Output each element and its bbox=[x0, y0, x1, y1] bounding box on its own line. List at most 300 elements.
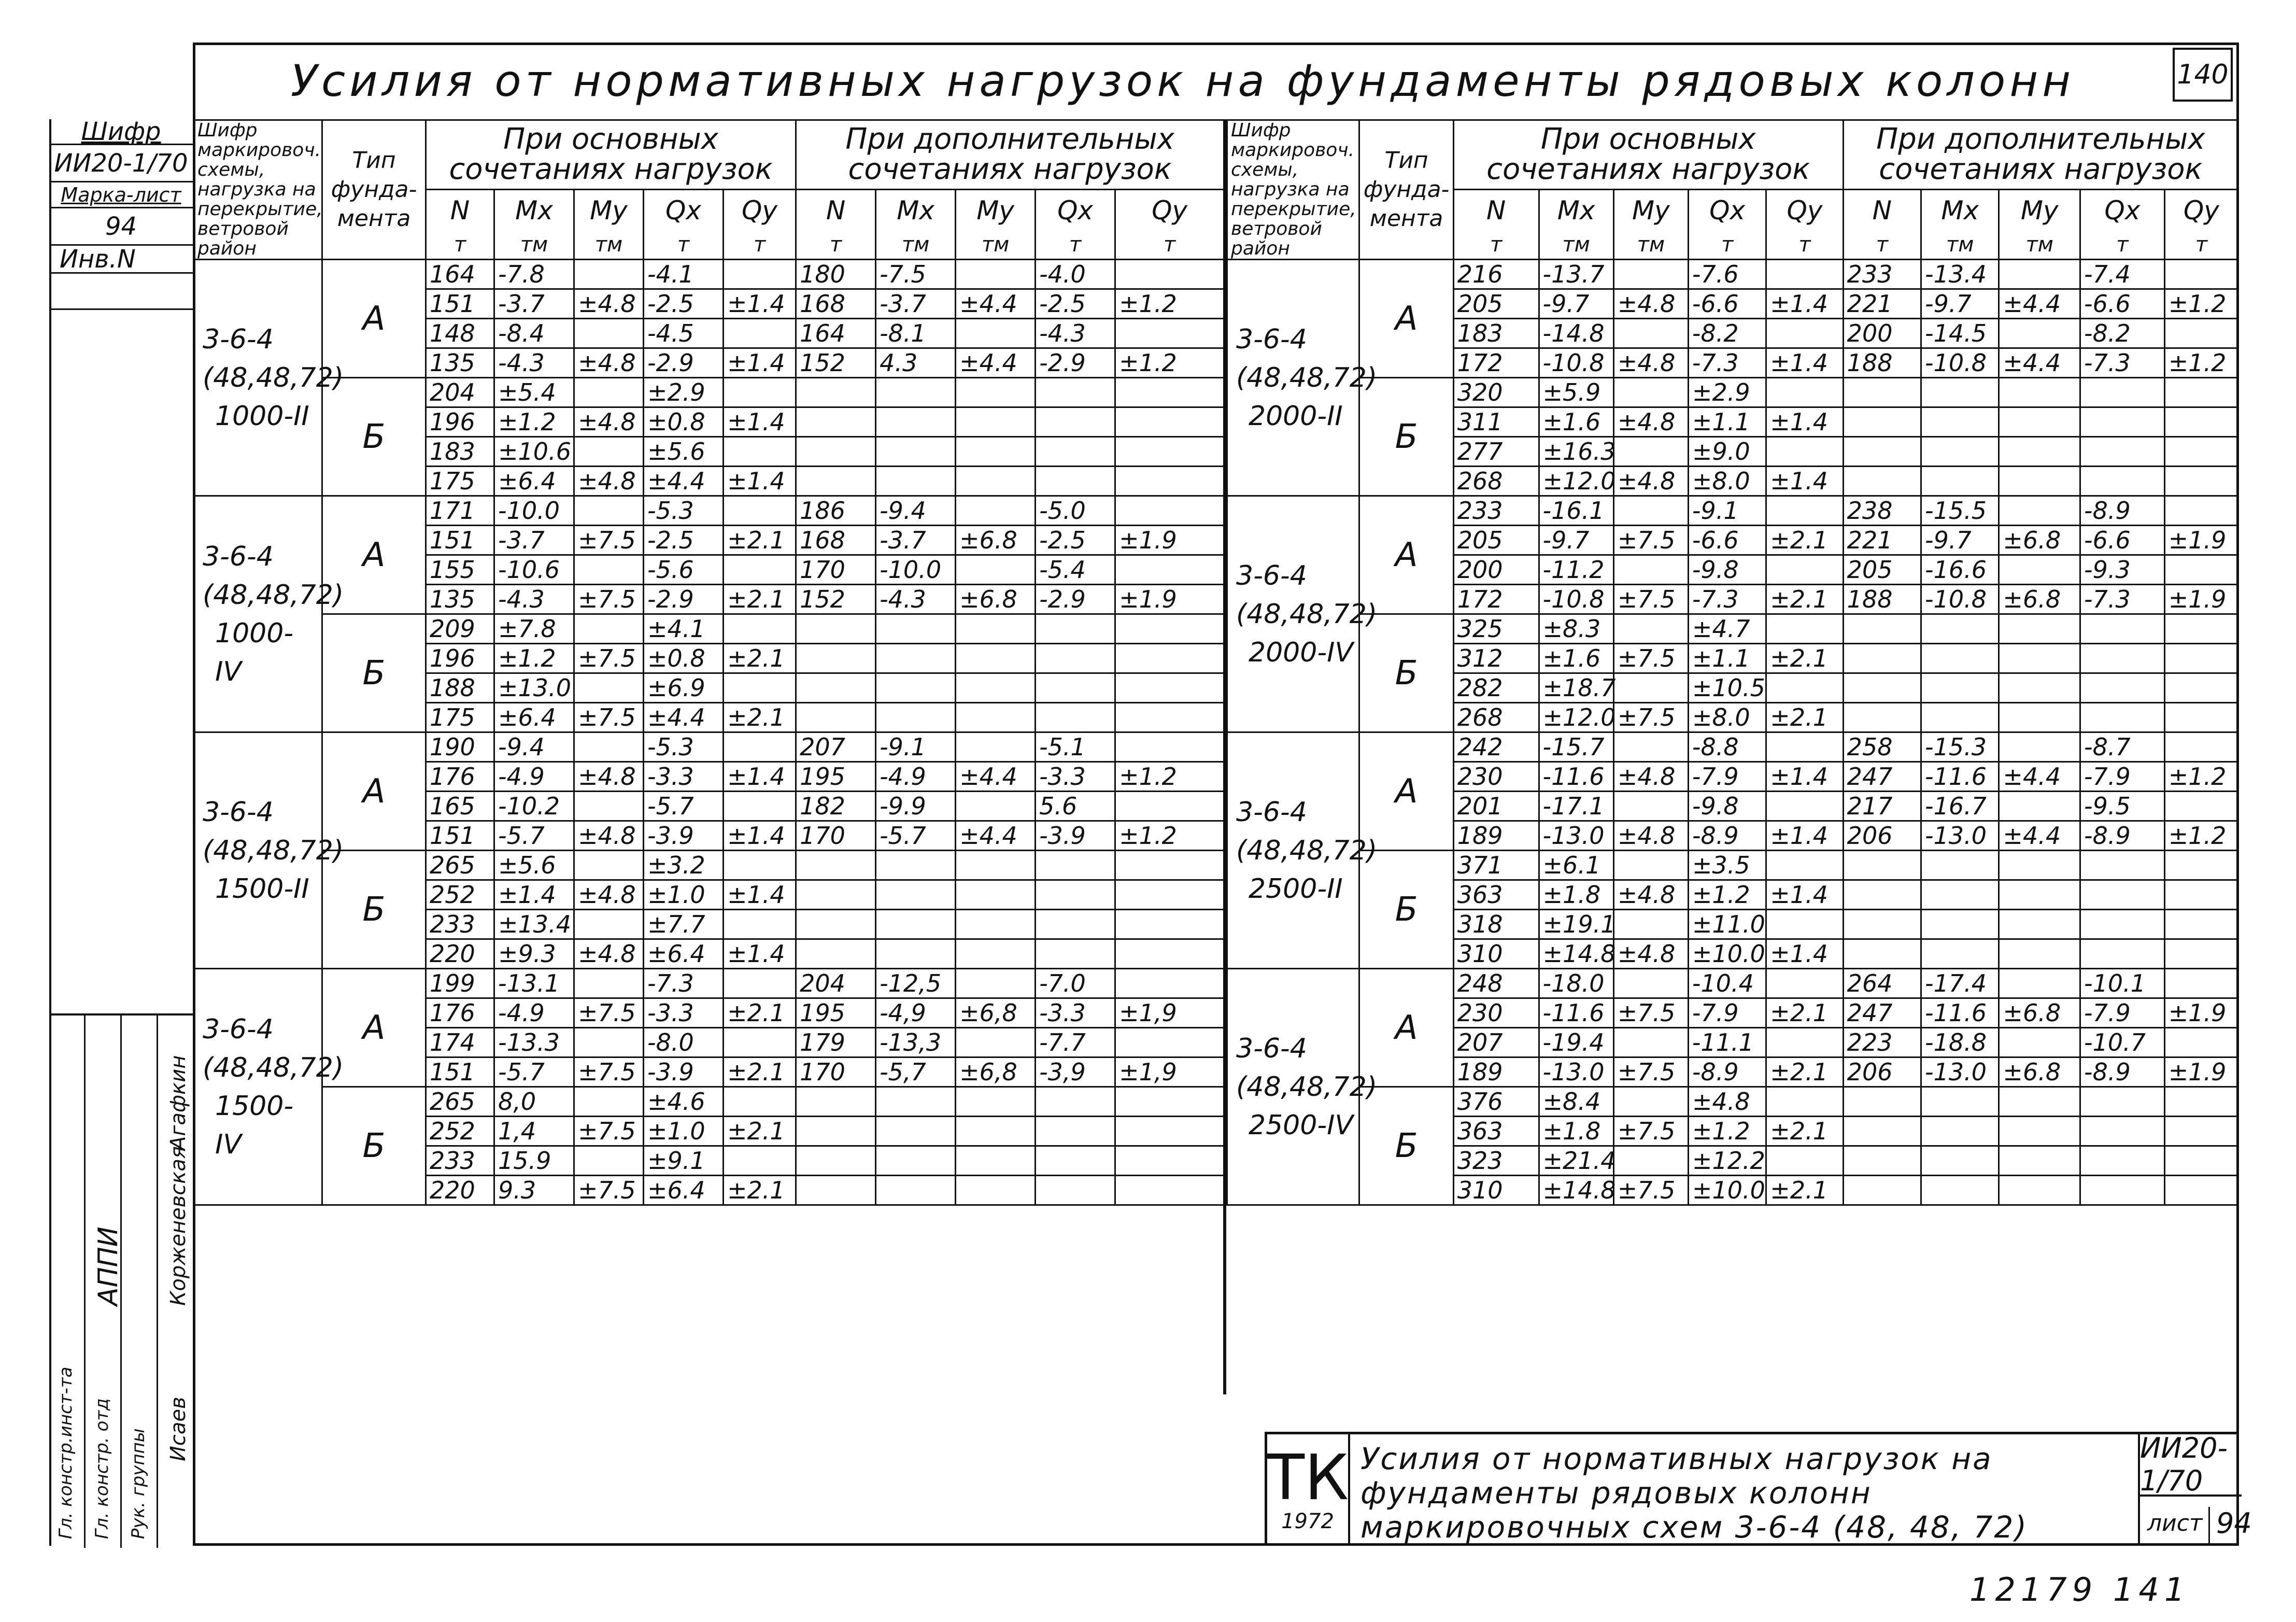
value-cell bbox=[1999, 969, 2080, 998]
value-cell bbox=[724, 437, 796, 467]
value-cell: ±2.9 bbox=[1688, 378, 1766, 407]
value-cell bbox=[2164, 496, 2238, 526]
value-cell bbox=[1766, 378, 1843, 407]
value-cell bbox=[1999, 1146, 2080, 1176]
value-cell: ±6.4 bbox=[644, 1176, 724, 1205]
value-cell: 268 bbox=[1453, 467, 1539, 496]
value-cell: ±4.8 bbox=[574, 821, 644, 851]
value-cell bbox=[1999, 319, 2080, 348]
value-cell bbox=[1115, 1176, 1224, 1205]
value-cell: 151 bbox=[426, 526, 494, 555]
value-cell: 311 bbox=[1453, 407, 1539, 437]
value-cell: -2.9 bbox=[1036, 585, 1115, 614]
value-cell bbox=[2164, 880, 2238, 910]
header-col-n: N bbox=[1453, 189, 1539, 230]
sign-org: АППИ bbox=[93, 1226, 124, 1306]
value-cell: ±4.4 bbox=[644, 467, 724, 496]
value-cell bbox=[574, 673, 644, 703]
value-cell: ±2.1 bbox=[1766, 1117, 1843, 1146]
value-cell bbox=[574, 1028, 644, 1057]
value-cell: 205 bbox=[1453, 526, 1539, 555]
value-cell bbox=[1921, 910, 1999, 939]
value-cell: -5.7 bbox=[644, 792, 724, 821]
value-cell bbox=[956, 969, 1036, 998]
header-unit: т bbox=[1115, 230, 1224, 259]
value-cell bbox=[2080, 910, 2164, 939]
table-row bbox=[194, 260, 1224, 289]
value-cell bbox=[1921, 614, 1999, 644]
value-cell: -11.1 bbox=[1688, 1028, 1766, 1057]
value-cell: -10.8 bbox=[1921, 585, 1999, 614]
value-cell: -8.9 bbox=[1688, 821, 1766, 851]
scheme-line: 1000-II bbox=[215, 400, 309, 432]
foundation-type: Б bbox=[322, 614, 426, 732]
value-cell: ±1.2 bbox=[1115, 821, 1224, 851]
header-col-n: N bbox=[1843, 189, 1921, 230]
scheme-cell bbox=[194, 260, 344, 496]
value-cell: -6.6 bbox=[1688, 289, 1766, 319]
value-cell: 182 bbox=[796, 792, 876, 821]
value-cell bbox=[2080, 1176, 2164, 1205]
value-cell bbox=[1999, 1176, 2080, 1205]
scheme-line: (48,48,72) bbox=[1236, 598, 1378, 630]
value-cell bbox=[574, 378, 644, 407]
value-cell: -4.0 bbox=[1036, 260, 1115, 289]
value-cell: 371 bbox=[1453, 851, 1539, 880]
foundation-type: А bbox=[1359, 260, 1453, 378]
value-cell: 200 bbox=[1843, 319, 1921, 348]
value-cell: ±7.5 bbox=[1613, 998, 1688, 1028]
value-cell bbox=[1999, 851, 2080, 880]
value-cell bbox=[1999, 880, 2080, 910]
scheme-line: (48,48,72) bbox=[203, 362, 344, 393]
value-cell bbox=[956, 1028, 1036, 1057]
value-cell: 325 bbox=[1453, 614, 1539, 644]
value-cell bbox=[2164, 555, 2238, 585]
value-cell: ±6.1 bbox=[1539, 851, 1613, 880]
value-cell: -3.7 bbox=[876, 526, 956, 555]
value-cell bbox=[1115, 496, 1224, 526]
header-col-my: My bbox=[1999, 189, 2080, 230]
value-cell: -7.6 bbox=[1688, 260, 1766, 289]
table-row bbox=[194, 614, 1224, 644]
value-cell: 196 bbox=[426, 407, 494, 437]
value-cell: ±7.5 bbox=[1613, 1176, 1688, 1205]
header-col-qy: Qy bbox=[724, 189, 796, 230]
header-col-mx: Mx bbox=[876, 189, 956, 230]
value-cell: 189 bbox=[1453, 1057, 1539, 1087]
value-cell bbox=[1613, 792, 1688, 821]
value-cell bbox=[1766, 555, 1843, 585]
value-cell: 230 bbox=[1453, 998, 1539, 1028]
value-cell: 242 bbox=[1453, 732, 1539, 762]
value-cell: 217 bbox=[1843, 792, 1921, 821]
value-cell bbox=[2080, 437, 2164, 467]
scheme-cell bbox=[1227, 260, 1378, 496]
value-cell bbox=[876, 939, 956, 969]
title-block-description: Усилия от нормативных нагрузок на фундаменты рядовых колонн маркировочных схем 3-6-4 (48, 48, 72) bbox=[1360, 1441, 2029, 1545]
value-cell bbox=[1115, 644, 1224, 673]
scheme-line: 3-6-4 bbox=[1236, 323, 1307, 355]
value-cell bbox=[1036, 939, 1115, 969]
value-cell: -9.5 bbox=[2080, 792, 2164, 821]
value-cell bbox=[796, 703, 876, 732]
value-cell: -11.6 bbox=[1539, 998, 1613, 1028]
value-cell: 152 bbox=[796, 348, 876, 378]
value-cell bbox=[1115, 378, 1224, 407]
value-cell bbox=[1115, 260, 1224, 289]
value-cell: -2.5 bbox=[1036, 289, 1115, 319]
value-cell: -8.9 bbox=[2080, 821, 2164, 851]
value-cell: 277 bbox=[1453, 437, 1539, 467]
value-cell: ±2.1 bbox=[1766, 998, 1843, 1028]
value-cell: -10.1 bbox=[2080, 969, 2164, 998]
marka-label: Марка-лист bbox=[49, 182, 193, 208]
table-row bbox=[1227, 851, 2238, 880]
value-cell: ±0.8 bbox=[644, 644, 724, 673]
table-row bbox=[1227, 969, 2238, 998]
value-cell: 155 bbox=[426, 555, 494, 585]
value-cell: -8.9 bbox=[2080, 496, 2164, 526]
value-cell bbox=[574, 555, 644, 585]
header-unit: т bbox=[426, 230, 494, 259]
value-cell: 230 bbox=[1453, 762, 1539, 792]
value-cell bbox=[876, 1176, 956, 1205]
value-cell bbox=[956, 378, 1036, 407]
value-cell: -11.6 bbox=[1921, 998, 1999, 1028]
value-cell: ±4.8 bbox=[1613, 467, 1688, 496]
value-cell: ±2.1 bbox=[1766, 585, 1843, 614]
value-cell: -2.9 bbox=[1036, 348, 1115, 378]
value-cell: -8.1 bbox=[876, 319, 956, 348]
value-cell: -7.7 bbox=[1036, 1028, 1115, 1057]
value-cell: 151 bbox=[426, 289, 494, 319]
value-cell: 174 bbox=[426, 1028, 494, 1057]
value-cell bbox=[2080, 851, 2164, 880]
foundation-type: Б bbox=[322, 1087, 426, 1205]
value-cell bbox=[1766, 496, 1843, 526]
value-cell: 252 bbox=[426, 1117, 494, 1146]
title-block bbox=[1265, 1432, 2252, 1546]
value-cell bbox=[1999, 260, 2080, 289]
value-cell: 282 bbox=[1453, 673, 1539, 703]
value-cell: 363 bbox=[1453, 880, 1539, 910]
value-cell bbox=[956, 555, 1036, 585]
value-cell bbox=[1115, 939, 1224, 969]
value-cell: -13.1 bbox=[494, 969, 574, 998]
value-cell: 200 bbox=[1453, 555, 1539, 585]
value-cell: 172 bbox=[1453, 348, 1539, 378]
marka-value: 94 bbox=[49, 208, 193, 246]
value-cell bbox=[1999, 732, 2080, 762]
value-cell bbox=[724, 851, 796, 880]
value-cell: -9.8 bbox=[1688, 555, 1766, 585]
value-cell bbox=[1999, 1087, 2080, 1117]
value-cell bbox=[724, 1028, 796, 1057]
header-unit: т bbox=[796, 230, 876, 259]
value-cell: -3.3 bbox=[1036, 998, 1115, 1028]
value-cell: ±1.9 bbox=[2164, 585, 2238, 614]
header-unit: т bbox=[2164, 230, 2238, 259]
value-cell: 1,4 bbox=[494, 1117, 574, 1146]
value-cell bbox=[2080, 407, 2164, 437]
value-cell: -9.7 bbox=[1539, 526, 1613, 555]
value-cell: 196 bbox=[426, 644, 494, 673]
value-cell: ±4.8 bbox=[1613, 939, 1688, 969]
value-cell bbox=[574, 319, 644, 348]
value-cell: -2.9 bbox=[644, 348, 724, 378]
foundation-type: Б bbox=[1359, 851, 1453, 969]
value-cell bbox=[796, 378, 876, 407]
value-cell: ±1.9 bbox=[2164, 998, 2238, 1028]
inv-label: Инв.N bbox=[49, 246, 193, 274]
scheme-line: 2000-IV bbox=[1249, 637, 1354, 668]
value-cell: ±2.1 bbox=[724, 998, 796, 1028]
value-cell: -14.8 bbox=[1539, 319, 1613, 348]
value-cell bbox=[796, 644, 876, 673]
value-cell bbox=[1115, 792, 1224, 821]
value-cell: ±1.2 bbox=[2164, 289, 2238, 319]
value-cell bbox=[1999, 614, 2080, 644]
header-col-qy: Qy bbox=[1115, 189, 1224, 230]
value-cell bbox=[956, 467, 1036, 496]
scheme-line: 3-6-4 bbox=[1236, 560, 1307, 591]
sign-role-2: Гл. констр. отд bbox=[92, 1398, 112, 1539]
value-cell: -11.2 bbox=[1539, 555, 1613, 585]
value-cell: -9.7 bbox=[1921, 526, 1999, 555]
value-cell bbox=[724, 732, 796, 762]
value-cell bbox=[1613, 1087, 1688, 1117]
value-cell: ±1.4 bbox=[724, 289, 796, 319]
sign-name-3: Исаев bbox=[166, 1397, 190, 1461]
scheme-line: (48,48,72) bbox=[1236, 1071, 1378, 1103]
value-cell: 183 bbox=[1453, 319, 1539, 348]
value-cell: -7.9 bbox=[1688, 762, 1766, 792]
value-cell bbox=[796, 910, 876, 939]
value-cell bbox=[2164, 939, 2238, 969]
value-cell: ±2.1 bbox=[724, 585, 796, 614]
value-cell bbox=[1843, 939, 1921, 969]
value-cell: 8,0 bbox=[494, 1087, 574, 1117]
header-unit: т bbox=[1453, 230, 1539, 259]
value-cell: -2.9 bbox=[644, 585, 724, 614]
value-cell: 310 bbox=[1453, 939, 1539, 969]
value-cell: 152 bbox=[796, 585, 876, 614]
value-cell: -15.7 bbox=[1539, 732, 1613, 762]
value-cell: 265 bbox=[426, 1087, 494, 1117]
value-cell bbox=[1613, 260, 1688, 289]
value-cell: -7.4 bbox=[2080, 260, 2164, 289]
value-cell bbox=[1115, 851, 1224, 880]
value-cell bbox=[1613, 378, 1688, 407]
value-cell: -3.7 bbox=[494, 289, 574, 319]
value-cell bbox=[796, 880, 876, 910]
value-cell: 204 bbox=[426, 378, 494, 407]
value-cell: -4.9 bbox=[494, 762, 574, 792]
value-cell: -4.9 bbox=[494, 998, 574, 1028]
value-cell: -13.3 bbox=[494, 1028, 574, 1057]
value-cell: -3.9 bbox=[644, 821, 724, 851]
value-cell bbox=[2080, 1087, 2164, 1117]
value-cell bbox=[574, 792, 644, 821]
value-cell bbox=[1613, 673, 1688, 703]
value-cell: -5,7 bbox=[876, 1057, 956, 1087]
value-cell bbox=[724, 673, 796, 703]
value-cell: ±7.5 bbox=[1613, 703, 1688, 732]
value-cell: ±12.0 bbox=[1539, 703, 1613, 732]
foundation-type: А bbox=[322, 969, 426, 1087]
value-cell: -5.3 bbox=[644, 496, 724, 526]
tk-year: 1972 bbox=[1281, 1509, 1334, 1533]
value-cell: 207 bbox=[1453, 1028, 1539, 1057]
sign-role-3: Рук. группы bbox=[128, 1428, 149, 1539]
value-cell: -3.3 bbox=[644, 998, 724, 1028]
value-cell bbox=[1036, 880, 1115, 910]
value-cell bbox=[1921, 644, 1999, 673]
value-cell: -16.6 bbox=[1921, 555, 1999, 585]
value-cell: ±4.8 bbox=[574, 348, 644, 378]
value-cell bbox=[1115, 1087, 1224, 1117]
value-cell: 168 bbox=[796, 289, 876, 319]
value-cell bbox=[1843, 1176, 1921, 1205]
header-unit: т bbox=[1688, 230, 1766, 259]
value-cell: 183 bbox=[426, 437, 494, 467]
scheme-line: 3-6-4 bbox=[203, 1013, 274, 1045]
value-cell bbox=[1999, 467, 2080, 496]
value-cell bbox=[1921, 880, 1999, 910]
header-col-qy: Qy bbox=[1766, 189, 1843, 230]
value-cell: ±1.9 bbox=[2164, 1057, 2238, 1087]
value-cell bbox=[1843, 407, 1921, 437]
value-cell bbox=[1613, 969, 1688, 998]
foundation-type: Б bbox=[322, 378, 426, 496]
value-cell: ±8.4 bbox=[1539, 1087, 1613, 1117]
value-cell: ±1.2 bbox=[2164, 762, 2238, 792]
value-cell: ±10.6 bbox=[494, 437, 574, 467]
value-cell: ±9.1 bbox=[644, 1146, 724, 1176]
value-cell: ±9.0 bbox=[1688, 437, 1766, 467]
foundation-type: А bbox=[1359, 732, 1453, 851]
value-cell: ±1.8 bbox=[1539, 1117, 1613, 1146]
value-cell bbox=[1613, 555, 1688, 585]
value-cell bbox=[1921, 378, 1999, 407]
value-cell: 135 bbox=[426, 348, 494, 378]
value-cell: -13.0 bbox=[1921, 821, 1999, 851]
scheme-line: (48,48,72) bbox=[1236, 835, 1378, 866]
value-cell: ±4.4 bbox=[1999, 821, 2080, 851]
foundation-type: Б bbox=[1359, 1087, 1453, 1205]
value-cell: -10.2 bbox=[494, 792, 574, 821]
value-cell: 376 bbox=[1453, 1087, 1539, 1117]
value-cell: -10.7 bbox=[2080, 1028, 2164, 1057]
value-cell: -5.4 bbox=[1036, 555, 1115, 585]
value-cell: -9.7 bbox=[1921, 289, 1999, 319]
value-cell: -18.8 bbox=[1921, 1028, 1999, 1057]
value-cell: 179 bbox=[796, 1028, 876, 1057]
value-cell bbox=[796, 1087, 876, 1117]
table-row bbox=[1227, 732, 2238, 762]
header-col-my: My bbox=[1613, 189, 1688, 230]
value-cell: ±5.6 bbox=[494, 851, 574, 880]
page-number: 140 bbox=[2173, 48, 2233, 102]
scheme-line: 3-6-4 bbox=[203, 541, 274, 572]
value-cell bbox=[2164, 910, 2238, 939]
value-cell: 165 bbox=[426, 792, 494, 821]
value-cell: -9.3 bbox=[2080, 555, 2164, 585]
value-cell: ±4.8 bbox=[1613, 762, 1688, 792]
value-cell bbox=[796, 437, 876, 467]
value-cell: -16.7 bbox=[1921, 792, 1999, 821]
value-cell: 164 bbox=[426, 260, 494, 289]
value-cell: -3.7 bbox=[494, 526, 574, 555]
value-cell: ±2.1 bbox=[1766, 1057, 1843, 1087]
value-cell: ±2.1 bbox=[1766, 1176, 1843, 1205]
value-cell: -15.3 bbox=[1921, 732, 1999, 762]
value-cell: -9.4 bbox=[494, 732, 574, 762]
header-add-combos: При дополнительных сочетаниях нагрузок bbox=[796, 120, 1224, 190]
header-unit: тм bbox=[956, 230, 1036, 259]
value-cell bbox=[2164, 407, 2238, 437]
value-cell bbox=[2080, 703, 2164, 732]
value-cell: -5.7 bbox=[494, 821, 574, 851]
value-cell: ±4.8 bbox=[1613, 821, 1688, 851]
value-cell: -10.0 bbox=[876, 555, 956, 585]
value-cell bbox=[1036, 407, 1115, 437]
value-cell: ±16.3 bbox=[1539, 437, 1613, 467]
value-cell bbox=[1115, 407, 1224, 437]
value-cell bbox=[956, 319, 1036, 348]
value-cell: 323 bbox=[1453, 1146, 1539, 1176]
value-cell: -2.5 bbox=[644, 526, 724, 555]
shifr-value: ИИ20-1/70 bbox=[49, 145, 193, 182]
value-cell: -7.5 bbox=[876, 260, 956, 289]
value-cell bbox=[2164, 1117, 2238, 1146]
value-cell bbox=[724, 319, 796, 348]
scheme-line: 2500-IV bbox=[1249, 1109, 1354, 1141]
header-unit: т bbox=[644, 230, 724, 259]
value-cell bbox=[956, 260, 1036, 289]
value-cell: 201 bbox=[1453, 792, 1539, 821]
value-cell: 310 bbox=[1453, 1176, 1539, 1205]
value-cell bbox=[956, 1146, 1036, 1176]
value-cell bbox=[1999, 939, 2080, 969]
value-cell bbox=[876, 880, 956, 910]
value-cell bbox=[2164, 378, 2238, 407]
value-cell bbox=[1921, 939, 1999, 969]
value-cell: -5.7 bbox=[876, 821, 956, 851]
value-cell bbox=[724, 496, 796, 526]
header-col-qx: Qx bbox=[2080, 189, 2164, 230]
value-cell: -5.1 bbox=[1036, 732, 1115, 762]
value-cell bbox=[1766, 1087, 1843, 1117]
value-cell: 195 bbox=[796, 762, 876, 792]
value-cell: 195 bbox=[796, 998, 876, 1028]
value-cell: 265 bbox=[426, 851, 494, 880]
value-cell bbox=[876, 1117, 956, 1146]
value-cell: ±2.1 bbox=[724, 1057, 796, 1087]
header-unit: тм bbox=[1613, 230, 1688, 259]
value-cell bbox=[876, 644, 956, 673]
value-cell bbox=[796, 614, 876, 644]
value-cell: -7.9 bbox=[2080, 998, 2164, 1028]
value-cell bbox=[1921, 703, 1999, 732]
value-cell bbox=[1999, 673, 2080, 703]
value-cell: 9.3 bbox=[494, 1176, 574, 1205]
value-cell bbox=[1613, 732, 1688, 762]
scheme-cell bbox=[194, 496, 344, 732]
forces-table-left bbox=[193, 119, 1225, 1206]
value-cell: ±9.3 bbox=[494, 939, 574, 969]
